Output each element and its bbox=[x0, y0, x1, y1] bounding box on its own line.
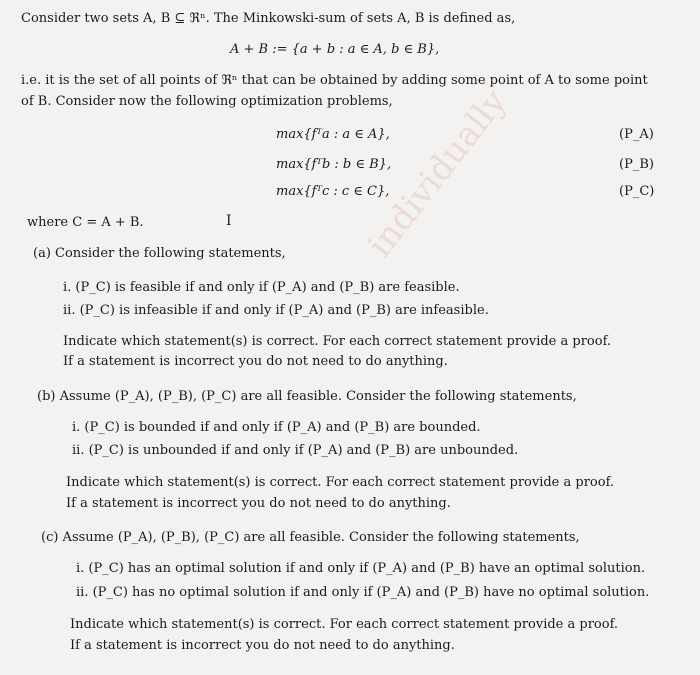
intro-line-1: Consider two sets A, B ⊆ ℜⁿ. The Minkowski-sum of sets A, B is defined as, bbox=[21, 11, 516, 26]
intro-line-3: of B. Consider now the following optimization problems, bbox=[21, 94, 393, 109]
part-c-statement-1: i. (P_C) has an optimal solution if and only if (P_A) and (P_B) have an optimal solution. bbox=[76, 561, 646, 576]
part-c-instruction-1: Indicate which statement(s) is correct. For each correct statement provide a proof. bbox=[70, 617, 619, 632]
problem-b-label: (P_B) bbox=[619, 157, 654, 172]
part-b-statement-1: i. (P_C) is bounded if and only if (P_A) and (P_B) are bounded. bbox=[72, 420, 481, 435]
watermark: individually bbox=[360, 82, 515, 265]
problem-c-expr: max{fᵀc : c ∈ C}, bbox=[276, 184, 390, 199]
part-a-statement-2: ii. (P_C) is infeasible if and only if (P_A) and (P_B) are infeasible. bbox=[63, 303, 489, 318]
problem-c-label: (P_C) bbox=[619, 184, 655, 199]
part-c-intro: (c) Assume (P_A), (P_B), (P_C) are all feasible. Consider the following statements, bbox=[41, 530, 580, 545]
part-a-instruction-2: If a statement is incorrect you do not need to do anything. bbox=[63, 354, 448, 369]
minkowski-definition: A + B := {a + b : a ∈ A, b ∈ B}, bbox=[230, 42, 440, 57]
problem-b-expr: max{fᵀb : b ∈ B}, bbox=[276, 157, 392, 172]
problem-a-label: (P_A) bbox=[619, 127, 654, 142]
part-a-instruction-1: Indicate which statement(s) is correct. For each correct statement provide a proof. bbox=[63, 334, 612, 349]
part-b-instruction-2: If a statement is incorrect you do not need to do anything. bbox=[66, 496, 451, 511]
part-a-intro: (a) Consider the following statements, bbox=[33, 246, 286, 261]
intro-line-2: i.e. it is the set of all points of ℜⁿ that can be obtained by adding some point of A to some point bbox=[21, 73, 648, 88]
part-c-instruction-2: If a statement is incorrect you do not need to do anything. bbox=[70, 638, 455, 653]
problem-a-expr: max{fᵀa : a ∈ A}, bbox=[276, 127, 390, 142]
text-cursor-icon: I bbox=[226, 213, 232, 229]
part-c-statement-2: ii. (P_C) has no optimal solution if and only if (P_A) and (P_B) have no optimal solution. bbox=[76, 585, 650, 600]
part-b-statement-2: ii. (P_C) is unbounded if and only if (P_A) and (P_B) are unbounded. bbox=[72, 443, 519, 458]
part-a-statement-1: i. (P_C) is feasible if and only if (P_A) and (P_B) are feasible. bbox=[63, 280, 460, 295]
part-b-intro: (b) Assume (P_A), (P_B), (P_C) are all feasible. Consider the following statements, bbox=[37, 389, 577, 404]
part-b-instruction-1: Indicate which statement(s) is correct. For each correct statement provide a proof. bbox=[66, 475, 615, 490]
where-clause: where C = A + B. bbox=[27, 215, 144, 230]
